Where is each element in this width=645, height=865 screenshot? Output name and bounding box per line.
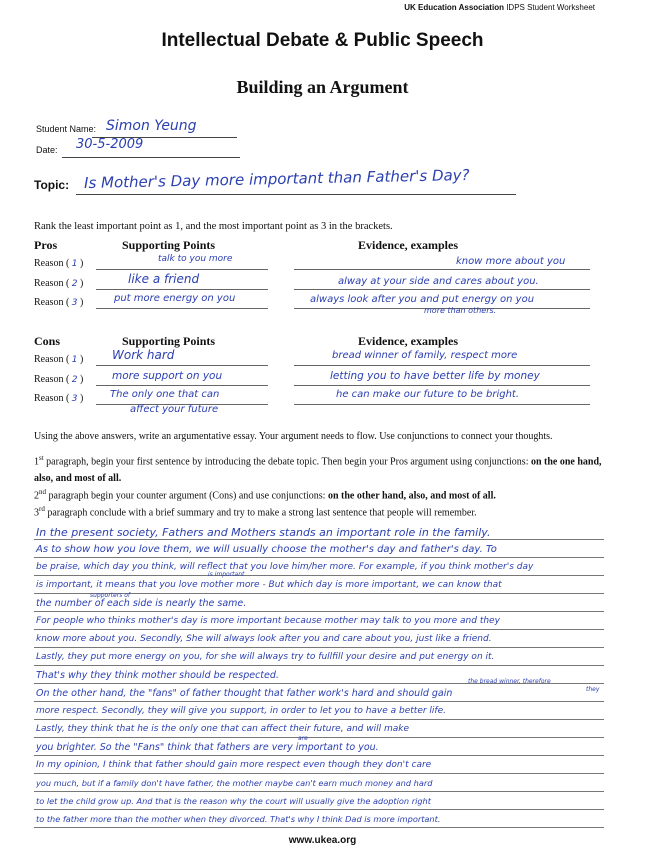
essay-line-6[interactable]: For people who thinks mother's day is more important because mother may talk to you more and they (36, 616, 500, 626)
essay-rule (34, 827, 604, 828)
cons-evidence-1[interactable]: bread winner of family, respect more (332, 350, 518, 361)
essay-rule (34, 791, 604, 792)
pros-reason-2-label: Reason ( 2 ) (34, 278, 84, 289)
essay-rule (34, 611, 604, 612)
essay-line-4[interactable]: is important, it means that you love mother more - But which day is more important, we can know that (36, 580, 502, 590)
essay-annotation-are[interactable]: are (298, 735, 308, 742)
footer-url[interactable]: www.ukea.org (288, 835, 357, 846)
essay-line-13[interactable]: you brighter. So the "Fans" think that fathers are very important to you. (36, 742, 379, 753)
pros-evidence-3[interactable]: always look after you and put energy on you (310, 294, 535, 305)
essay-line-7[interactable]: know more about you. Secondly, She will always look after you and care about you, just like a friend. (36, 634, 492, 644)
pros-supporting-header: Supporting Points (122, 238, 216, 252)
org-suffix: IDPS Student Worksheet (506, 3, 595, 12)
pros-rank-2[interactable]: 2 (71, 279, 78, 289)
cons-reason-1-label: Reason ( 1 ) (34, 354, 84, 365)
pros-header: Pros (34, 238, 58, 252)
cons-supporting-header: Supporting Points (122, 334, 216, 348)
essay-line-11[interactable]: more respect. Secondly, they will give you support, in order to let you to have a better life. (36, 706, 447, 716)
pros-point-line-3 (96, 308, 268, 309)
essay-line-17[interactable]: to the father more than the mother when they divorced. That's why I think Dad is more important. (36, 814, 441, 824)
cons-reason-3-label: Reason ( 3 ) (34, 393, 84, 404)
cons-evidence-line-2 (294, 385, 590, 386)
pros-rank-3[interactable]: 3 (71, 298, 78, 308)
org-header (404, 3, 595, 12)
pros-evidence-2[interactable]: alway at your side and cares about you. (338, 276, 539, 287)
essay-line-2[interactable]: As to show how you love them, we will usually choose the mother's day and father's day. To (36, 544, 497, 555)
essay-annotation-important[interactable]: is important (208, 571, 245, 578)
topic-value[interactable]: Is Mother's Day more important than Father's Day? (83, 165, 470, 193)
essay-line-1[interactable]: In the present society, Fathers and Mothers stands an important role in the family. (36, 526, 491, 539)
guide-para-3: 3rd paragraph conclude with a brief summary and try to make a strong last sentence that people will remember. (34, 505, 477, 519)
essay-rule (34, 539, 604, 540)
essay-rule (34, 755, 604, 756)
pros-evidence-3-cont[interactable]: more than others. (424, 306, 497, 315)
guide-para-1: 1st paragraph, begin your first sentence by introducing the debate topic. Then begin your Pros argument using conjunctions: on the one hand, also, and most of all. (34, 454, 602, 485)
cons-point-line-2 (96, 385, 268, 386)
pros-point-1[interactable]: talk to you more (158, 254, 233, 264)
essay-line-16[interactable]: to let the child grow up. And that is the reason why the court will usually give the adoption right (36, 796, 431, 806)
rank-instruction: Rank the least important point as 1, and the most important point as 3 in the brackets. (34, 221, 393, 232)
essay-rule (34, 629, 604, 630)
cons-point-2[interactable]: more support on you (112, 370, 223, 382)
essay-rule (34, 701, 604, 702)
page-title: Intellectual Debate & Public Speech (161, 30, 484, 51)
student-name-value[interactable]: Simon Yeung (106, 118, 197, 134)
cons-rank-2[interactable]: 2 (71, 375, 78, 385)
pros-point-line-2 (96, 289, 268, 290)
date-value[interactable]: 30-5-2009 (76, 137, 144, 152)
essay-rule (34, 575, 604, 576)
cons-evidence-line-3 (294, 404, 590, 405)
pros-rank-1[interactable]: 1 (71, 259, 78, 269)
essay-annotation-breadwinner[interactable]: the bread winner, therefore (468, 678, 551, 685)
page-subtitle: Building an Argument (236, 77, 409, 97)
essay-annotation-supporters[interactable]: supporters of (90, 592, 131, 599)
essay-line-8[interactable]: Lastly, they put more energy on you, for she will always try to fullfill your desire and put energy on it. (36, 652, 495, 662)
pros-point-3[interactable]: put more energy on you (114, 293, 236, 304)
date-label: Date: (36, 145, 58, 155)
essay-line-5[interactable]: the number of each side is nearly the same. (36, 598, 247, 609)
essay-rule (34, 719, 604, 720)
pros-evidence-line-2 (294, 289, 590, 290)
guide-intro: Using the above answers, write an argumentative essay. Your argument needs to flow. Use conjunctions to connect your thoughts. (34, 431, 553, 442)
pros-point-2[interactable]: like a friend (128, 272, 200, 286)
essay-rule (34, 665, 604, 666)
cons-header: Cons (34, 334, 61, 348)
essay-line-14[interactable]: In my opinion, I think that father should gain more respect even though they don't care (36, 760, 432, 770)
essay-line-15[interactable]: you much, but if a family don't have father, the mother maybe can't earn much money and hard (36, 778, 433, 788)
pros-evidence-line-1 (294, 269, 590, 270)
pros-point-line-1 (96, 269, 268, 270)
cons-rank-3[interactable]: 3 (71, 394, 78, 404)
cons-evidence-header: Evidence, examples (358, 334, 458, 348)
pros-evidence-1[interactable]: know more about you (456, 256, 566, 267)
essay-rule (34, 737, 604, 738)
student-name-label: Student Name: (36, 124, 97, 134)
cons-point-line-1 (96, 365, 268, 366)
org-name: UK Education Association (404, 3, 504, 12)
cons-point-3[interactable]: The only one that can (110, 389, 220, 400)
pros-evidence-header: Evidence, examples (358, 238, 458, 252)
essay-annotation-they[interactable]: they (586, 686, 600, 693)
essay-line-12[interactable]: Lastly, they think that he is the only one that can affect their future, and will make (36, 724, 409, 734)
pros-reason-1-label: Reason ( 1 ) (34, 258, 84, 269)
cons-evidence-2[interactable]: letting you to have better life by money (330, 370, 540, 382)
cons-rank-1[interactable]: 1 (71, 355, 78, 365)
cons-evidence-line-1 (294, 365, 590, 366)
guide-para-2: 2nd paragraph begin your counter argument (Cons) and use conjunctions: on the other hand, also, and most of all. (34, 488, 496, 502)
pros-reason-3-label: Reason ( 3 ) (34, 297, 84, 308)
cons-reason-2-label: Reason ( 2 ) (34, 374, 84, 385)
essay-rule (34, 557, 604, 558)
cons-point-1[interactable]: Work hard (112, 348, 175, 362)
topic-label: Topic: (34, 178, 70, 192)
essay-line-9[interactable]: That's why they think mother should be respected. (36, 670, 279, 681)
cons-point-3-cont[interactable]: affect your future (130, 404, 219, 415)
essay-rule (34, 773, 604, 774)
cons-evidence-3[interactable]: he can make our future to be bright. (336, 389, 520, 400)
essay-rule (34, 809, 604, 810)
essay-line-10[interactable]: On the other hand, the "fans" of father thought that father work's hard and should gain (36, 688, 453, 699)
essay-rule (34, 647, 604, 648)
essay-line-3[interactable]: be praise, which day you think, will reflect that you love him/her more. For example, if you think mother's day (36, 562, 534, 572)
